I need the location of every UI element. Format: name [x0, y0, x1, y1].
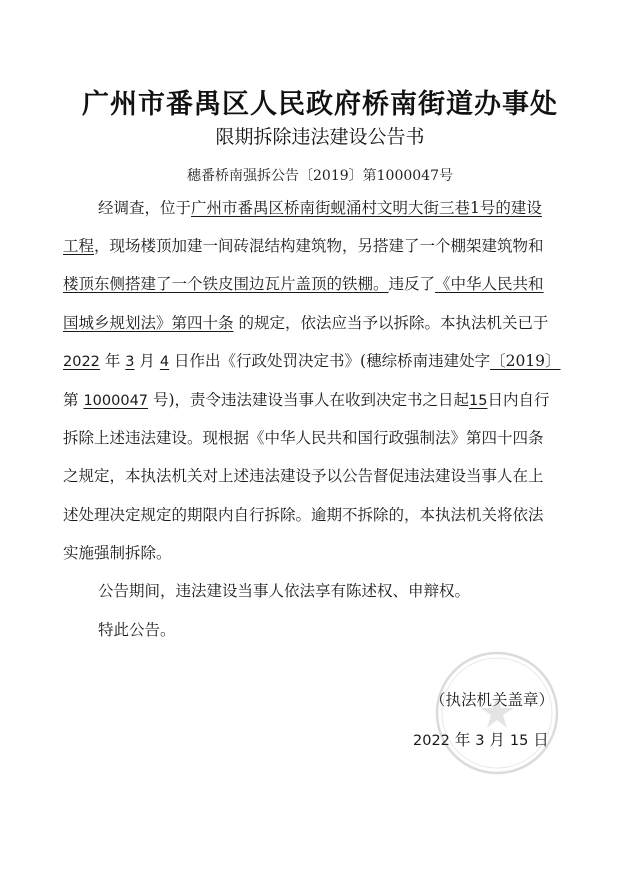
notice-title: 限期拆除违法建设公告书: [215, 126, 425, 148]
official-seal-stamp-icon: [432, 648, 562, 778]
body-line-1: 经调查，位于广州市番禺区桥南街蚬涌村文明大街三巷1号的建设: [98, 199, 542, 217]
body-line-9: 述处理决定规定的期限内自行拆除。逾期不拆除的，本执法机关将依法: [63, 506, 544, 524]
body-line-2: 工程，现场楼顶加建一间砖混结构建筑物，另搭建了一个棚架建筑物和: [63, 237, 544, 255]
body-line-8: 之规定，本执法机关对上述违法建设予以公告督促违法建设当事人在上: [63, 467, 544, 485]
body-line-10: 实施强制拆除。: [63, 544, 172, 562]
body-line-5: 2022 年 3 月 4 日作出《行政处罚决定书》(穗综桥南违建处字〔2019〕: [63, 352, 561, 370]
closing-paragraph: 特此公告。: [98, 621, 176, 639]
issue-date: 2022 年 3 月 15 日: [413, 731, 549, 749]
body-line-4: 国城乡规划法》第四十条 的规定，依法应当予以拆除。本执法机关已于: [63, 314, 549, 332]
seal-label: （执法机关盖章）: [430, 691, 555, 709]
body-line-3: 楼顶东侧搭建了一个铁皮围边瓦片盖顶的铁棚。违反了《中华人民共和: [63, 275, 544, 293]
body-line-7: 拆除上述违法建设。现根据《中华人民共和国行政强制法》第四十四条: [63, 429, 544, 447]
document-number: 穗番桥南强拆公告〔2019〕第1000047号: [187, 168, 453, 184]
body-line-6: 第 1000047 号)，责令违法建设当事人在收到决定书之日起15日内自行: [63, 391, 550, 409]
rights-paragraph: 公告期间，违法建设当事人依法享有陈述权、申辩权。: [98, 582, 471, 600]
issuing-office-title: 广州市番禺区人民政府桥南街道办事处: [82, 89, 558, 120]
